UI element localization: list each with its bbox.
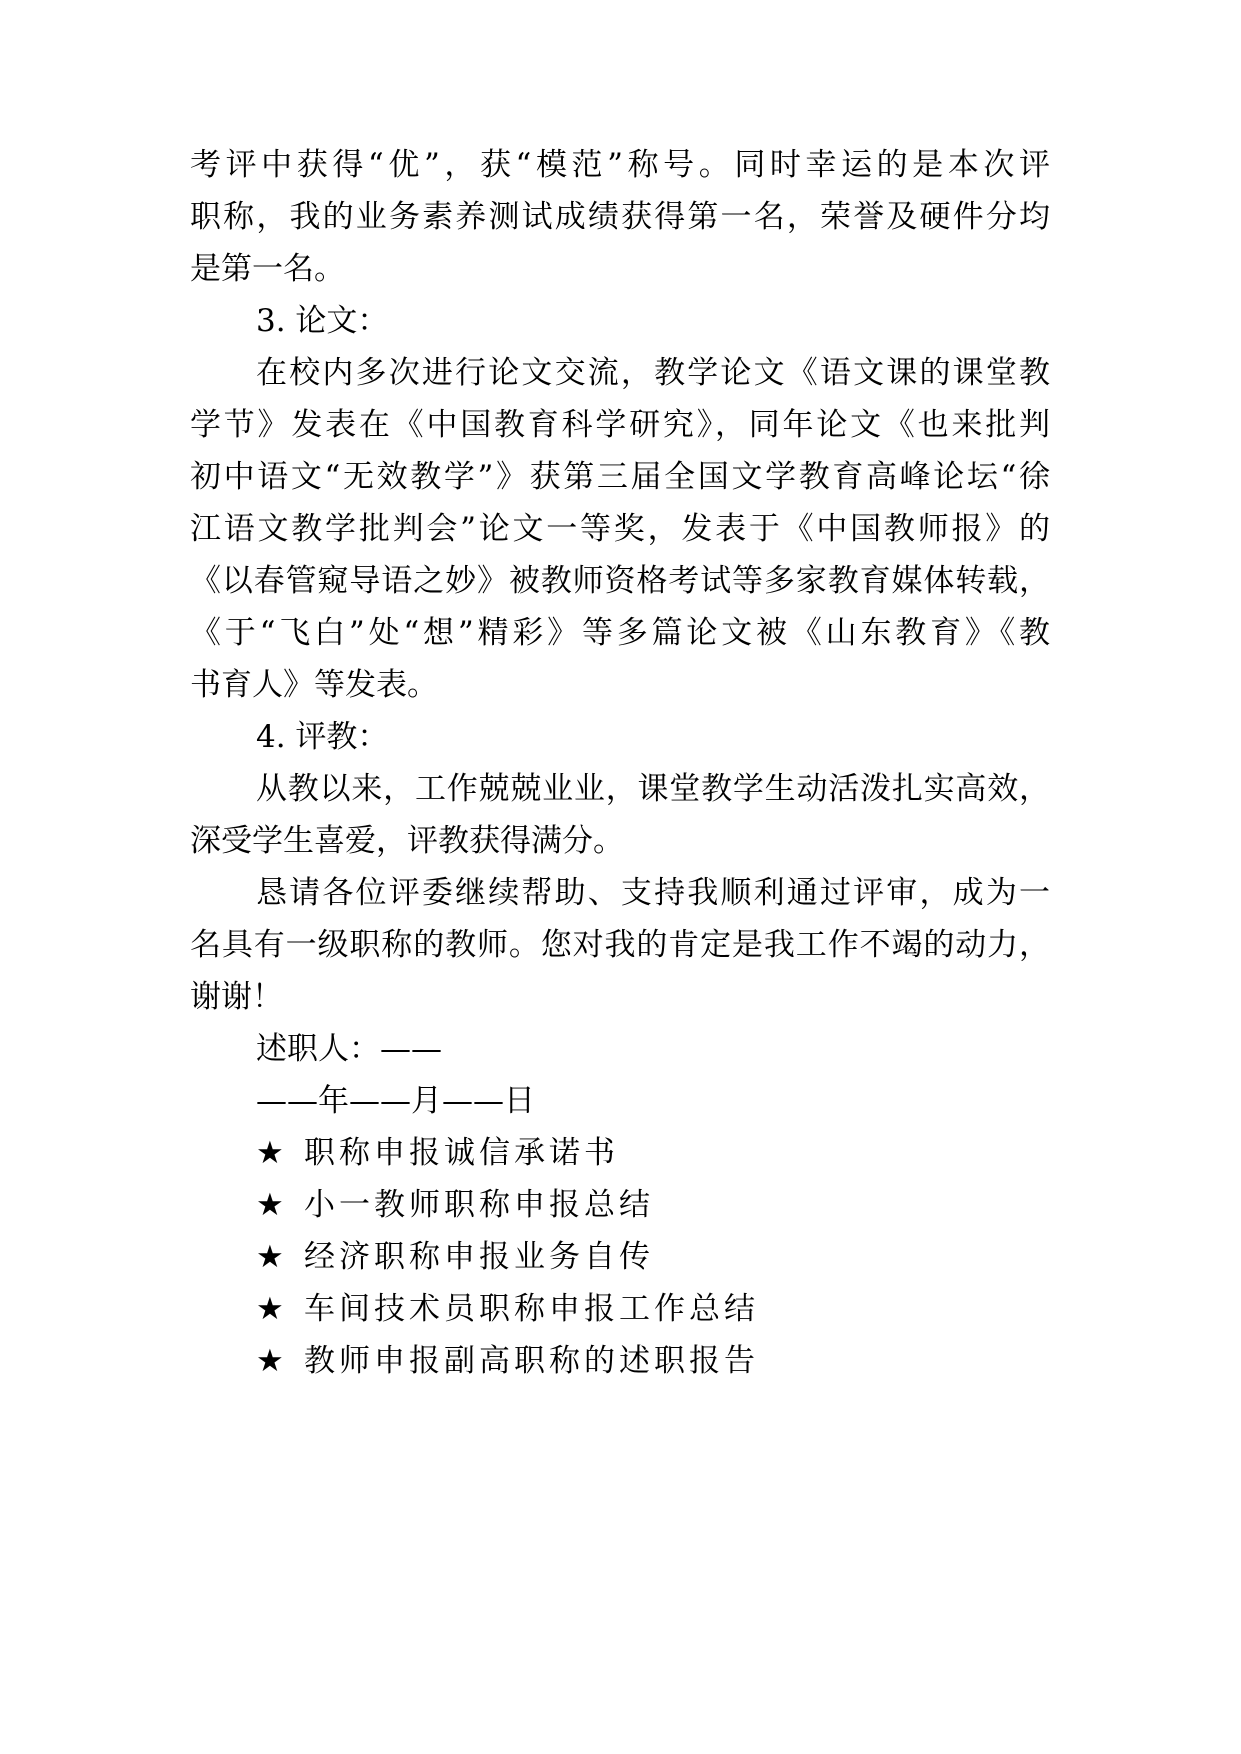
star-icon: ★	[256, 1135, 284, 1171]
paragraph-line: 考评中获得“优”，获“模范”称号。同时幸运的是本次评	[190, 147, 1050, 183]
paragraph-line: 谢谢！	[190, 979, 283, 1015]
paragraph-line: 初中语文“无效教学”》获第三届全国文学教育高峰论坛“徐	[190, 459, 1050, 495]
paragraph-line: 恳请各位评委继续帮助、支持我顺利通过评审，成为一	[256, 875, 1050, 911]
related-link-label: 职称申报诚信承诺书	[304, 1135, 619, 1171]
signature-line: 述职人：——	[256, 1031, 442, 1067]
section-heading-evaluation: 4. 评教：	[256, 719, 389, 755]
star-icon: ★	[256, 1291, 284, 1327]
related-link-label: 经济职称申报业务自传	[304, 1239, 654, 1275]
paragraph-line: 是第一名。	[190, 251, 345, 287]
paragraph-line: 深受学生喜爱，评教获得满分。	[190, 823, 624, 859]
related-link[interactable]	[256, 1341, 759, 1381]
related-link-label: 教师申报副高职称的述职报告	[304, 1343, 759, 1379]
paragraph-line: 学节》发表在《中国教育科学研究》，同年论文《也来批判	[190, 407, 1050, 443]
related-link[interactable]	[256, 1133, 619, 1173]
paragraph-line: 《于“飞白”处“想”精彩》等多篇论文被《山东教育》《教	[190, 615, 1050, 651]
section-heading-thesis: 3. 论文：	[256, 303, 389, 339]
paragraph-line: 从教以来，工作兢兢业业，课堂教学生动活泼扎实高效，	[256, 771, 1050, 807]
paragraph-line: 《以春管窥导语之妙》被教师资格考试等多家教育媒体转载，	[190, 563, 1050, 599]
paragraph-line: 在校内多次进行论文交流，教学论文《语文课的课堂教	[256, 355, 1050, 391]
paragraph-line: 名具有一级职称的教师。您对我的肯定是我工作不竭的动力，	[190, 927, 1050, 963]
star-icon: ★	[256, 1187, 284, 1223]
related-link[interactable]	[256, 1289, 759, 1329]
date-line: ——年——月——日	[256, 1083, 535, 1119]
related-link[interactable]	[256, 1237, 654, 1277]
paragraph-line: 书育人》等发表。	[190, 667, 438, 703]
related-link[interactable]	[256, 1185, 654, 1225]
related-link-label: 车间技术员职称申报工作总结	[304, 1291, 759, 1327]
star-icon: ★	[256, 1343, 284, 1379]
star-icon: ★	[256, 1239, 284, 1275]
related-link-label: 小一教师职称申报总结	[304, 1187, 654, 1223]
paragraph-line: 江语文教学批判会”论文一等奖，发表于《中国教师报》的	[190, 511, 1050, 547]
paragraph-line: 职称，我的业务素养测试成绩获得第一名，荣誉及硬件分均	[190, 199, 1050, 235]
